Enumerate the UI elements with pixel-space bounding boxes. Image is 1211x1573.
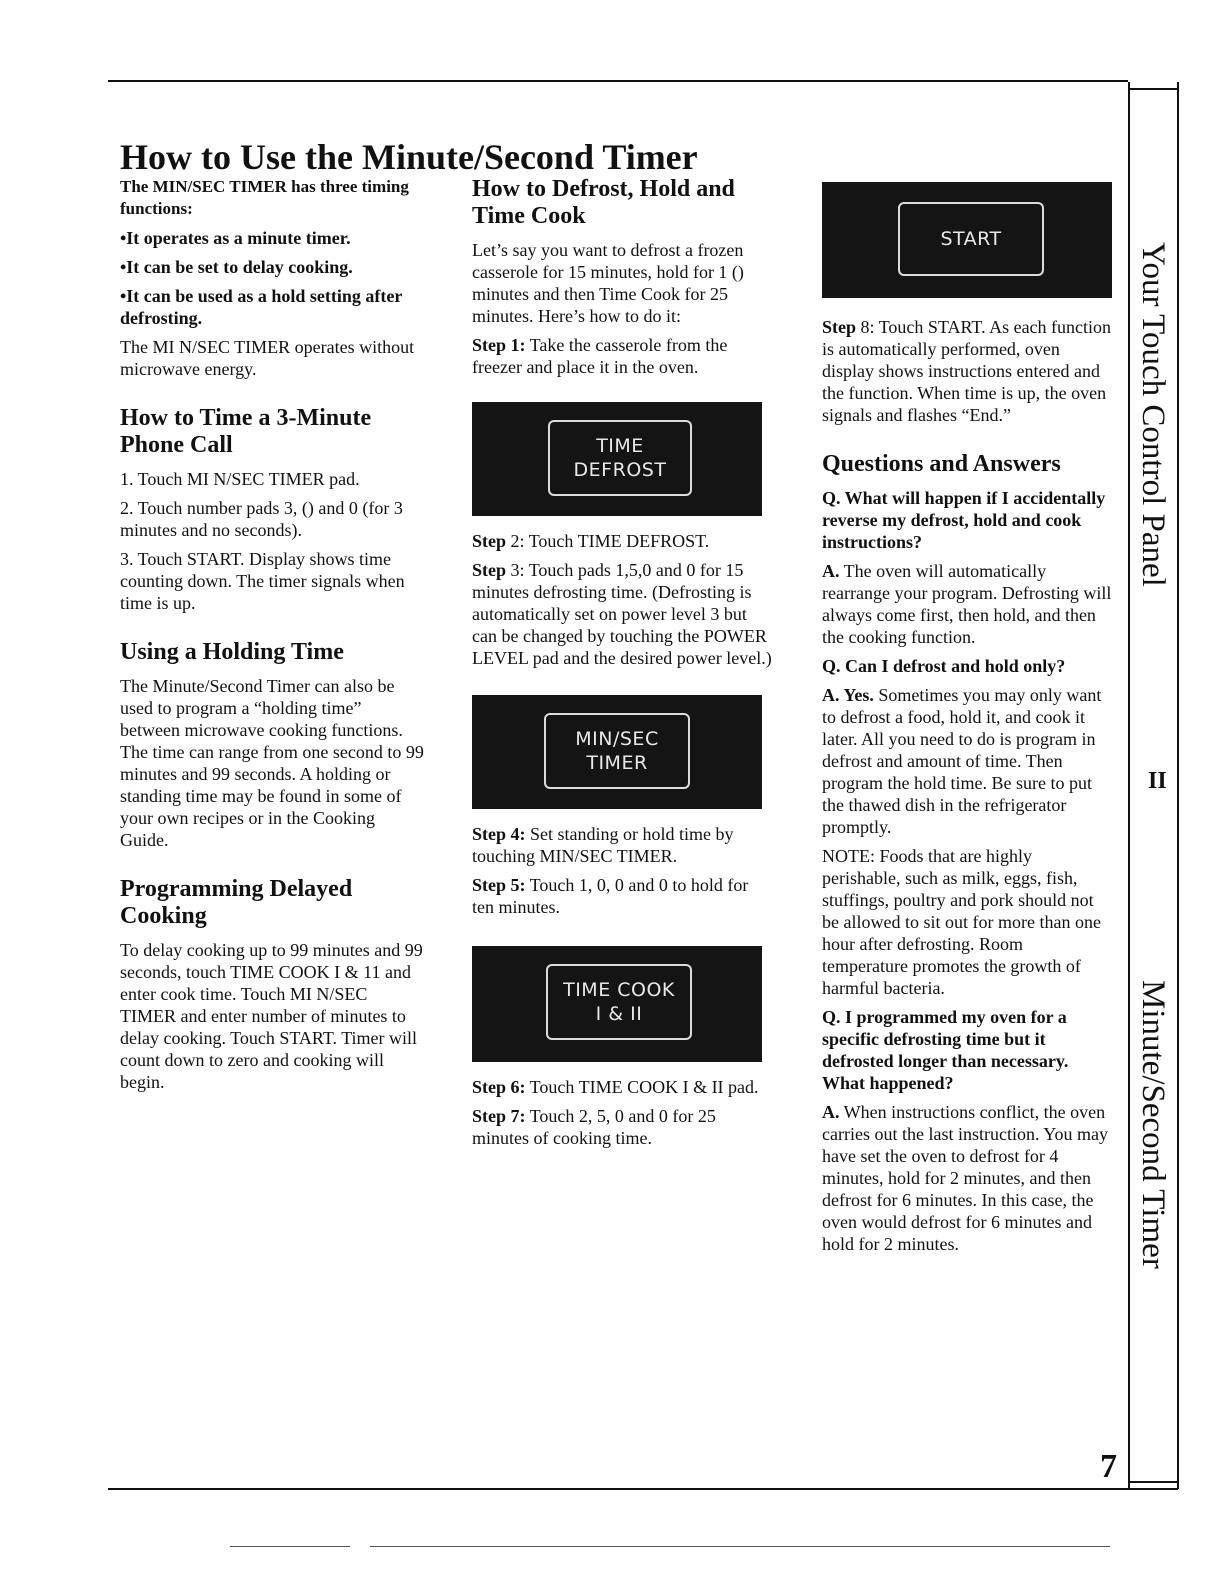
scan-artifact-line xyxy=(230,1546,350,1547)
holding-time-text: The Minute/Second Timer can also be used to program a “holding time” between microwave cooking functions. The time can range from one second to 99 minutes and 99 seconds. A holding or standing time may be found in some of your own recipes or in the Cooking Guide. xyxy=(120,676,424,850)
question: Q. I programmed my oven for a specific defrosting time but it defrosted longer than necessary. What happened? xyxy=(822,1007,1069,1093)
phone-step: 1. Touch MI N/SEC TIMER pad. xyxy=(120,469,360,489)
step-text: Take the casserole from the freezer and place it in the oven. xyxy=(472,335,728,377)
time-cook-pad-illustration xyxy=(472,946,762,1062)
defrost-intro: Let’s say you want to defrost a frozen casserole for 15 minutes, hold for 1 () minutes and then Time Cook for 25 minutes. Here’s how to do it: xyxy=(472,240,744,326)
step-7 xyxy=(472,1105,772,1149)
step-2 xyxy=(472,530,772,552)
step-label: Step xyxy=(822,317,857,337)
answer xyxy=(822,1101,1112,1255)
pad-label-line: DEFROST xyxy=(573,459,667,481)
pad-label-line: START xyxy=(940,228,1002,250)
column-right xyxy=(822,182,1112,1262)
column-middle xyxy=(472,176,772,1156)
step-4 xyxy=(472,823,772,867)
function-bullet: •It can be used as a hold setting after defrosting. xyxy=(120,286,402,328)
step-text: Set standing or hold time by touching MIN/SEC TIMER. xyxy=(472,824,734,866)
top-rule xyxy=(108,80,1128,82)
side-tab-top-tick xyxy=(1130,88,1177,90)
column-left xyxy=(120,176,425,1100)
side-tab-section-number: II xyxy=(1148,768,1167,794)
phone-step: 3. Touch START. Display shows time counting down. The timer signals when time is up. xyxy=(120,549,405,613)
step-label: Step 4: xyxy=(472,824,526,844)
step-label: Step xyxy=(472,560,507,580)
perishable-note: NOTE: Foods that are highly perishable, such as milk, eggs, fish, stuffings, poultry and pork should not be allowed to sit out for more than one hour after defrosting. Room temperature promotes the growth of harmful bacteria. xyxy=(822,846,1101,998)
pad-label-line: I & II xyxy=(595,1003,643,1025)
heading-delayed-cooking: Programming Delayed Cooking xyxy=(120,876,353,929)
answer-text: The oven will automatically rearrange your program. Defrosting will always come first, then hold, and then the cooking function. xyxy=(822,561,1112,647)
side-tab-bottom-tick xyxy=(1130,1481,1177,1483)
step-label: Step xyxy=(472,531,507,551)
answer-text: When instructions conflict, the oven carries out the last instruction. You may have set the oven to defrost for 4 minutes, hold for 2 minutes, and then defrost for 6 minutes. In this case, the oven would defrost for 6 minutes and hold for 2 minutes. xyxy=(822,1102,1108,1254)
answer-label: A. xyxy=(822,1102,840,1122)
page-number: 7 xyxy=(1100,1448,1117,1485)
function-bullet: •It can be set to delay cooking. xyxy=(120,257,353,277)
step-label: Step 6: xyxy=(472,1077,526,1097)
pad-label-line: TIME xyxy=(596,435,644,457)
bottom-rule xyxy=(108,1488,1178,1490)
pad-label-line: TIME COOK xyxy=(563,979,675,1001)
side-tab-border-right xyxy=(1177,82,1179,1489)
timer-functions-intro: The MIN/SEC TIMER has three timing functions: xyxy=(120,177,409,218)
step-label: Step 5: xyxy=(472,875,526,895)
time-defrost-pad[interactable] xyxy=(548,420,692,496)
answer-label: A. Yes. xyxy=(822,685,874,705)
delayed-cooking-text: To delay cooking up to 99 minutes and 99 seconds, touch TIME COOK I & 11 and enter cook time. Touch MI N/SEC TIMER and enter number of minutes to delay cooking. Touch START. Timer will count down to zero and cooking will begin. xyxy=(120,940,423,1092)
step-1 xyxy=(472,334,772,378)
page-title: How to Use the Minute/Second Timer xyxy=(120,137,698,178)
step-3 xyxy=(472,559,772,669)
time-defrost-pad-illustration xyxy=(472,402,762,516)
heading-phone-call: How to Time a 3-Minute Phone Call xyxy=(120,405,372,458)
min-sec-timer-pad[interactable] xyxy=(544,713,690,789)
question: Q. What will happen if I accidentally reverse my defrost, hold and cook instructions? xyxy=(822,488,1106,552)
answer xyxy=(822,560,1112,648)
heading-questions-answers: Questions and Answers xyxy=(822,451,1061,477)
answer-label: A. xyxy=(822,561,840,581)
step-text: 8: Touch START. As each function is automatically performed, oven display shows instructions entered and the function. When time is up, the oven signals and flashes “End.” xyxy=(822,317,1112,425)
side-tab-title-bottom: Minute/Second Timer xyxy=(1135,980,1171,1269)
function-bullet: •It operates as a minute timer. xyxy=(120,228,351,248)
side-tab-border-left xyxy=(1128,82,1130,1489)
step-text: Touch TIME COOK I & II pad. xyxy=(525,1077,759,1097)
step-label: Step 1: xyxy=(472,335,526,355)
step-text: 3: Touch pads 1,5,0 and 0 for 15 minutes defrosting time. (Defrosting is automatically set on power level 3 but can be changed by touching the POWER LEVEL pad and the desired power level.) xyxy=(472,560,772,668)
step-5 xyxy=(472,874,772,918)
phone-step: 2. Touch number pads 3, () and 0 (for 3 minutes and no seconds). xyxy=(120,498,403,540)
side-tab-title-top: Your Touch Control Panel xyxy=(1135,242,1171,587)
start-pad[interactable] xyxy=(898,202,1044,276)
step-text: 2: Touch TIME DEFROST. xyxy=(506,531,710,551)
question: Q. Can I defrost and hold only? xyxy=(822,656,1066,676)
step-text: Touch 2, 5, 0 and 0 for 25 minutes of cooking time. xyxy=(472,1106,716,1148)
answer xyxy=(822,684,1112,838)
time-cook-pad[interactable] xyxy=(546,964,692,1040)
start-pad-illustration xyxy=(822,182,1112,298)
no-energy-note: The MI N/SEC TIMER operates without microwave energy. xyxy=(120,337,415,379)
step-text: Touch 1, 0, 0 and 0 to hold for ten minutes. xyxy=(472,875,749,917)
step-label: Step 7: xyxy=(472,1106,526,1126)
heading-holding-time: Using a Holding Time xyxy=(120,639,344,665)
answer-text: Sometimes you may only want to defrost a food, hold it, and cook it later. All you need to do is program in defrost and amount of time. Then program the hold time. Be sure to put the thawed dish in the refrigerator promptly. xyxy=(822,685,1102,837)
pad-label-line: TIMER xyxy=(586,752,648,774)
heading-defrost-hold-cook: How to Defrost, Hold and Time Cook xyxy=(472,176,735,229)
step-6 xyxy=(472,1076,772,1098)
pad-label-line: MIN/SEC xyxy=(575,728,659,750)
step-8 xyxy=(822,316,1112,426)
min-sec-timer-pad-illustration xyxy=(472,695,762,809)
scan-artifact-line xyxy=(370,1546,1110,1547)
